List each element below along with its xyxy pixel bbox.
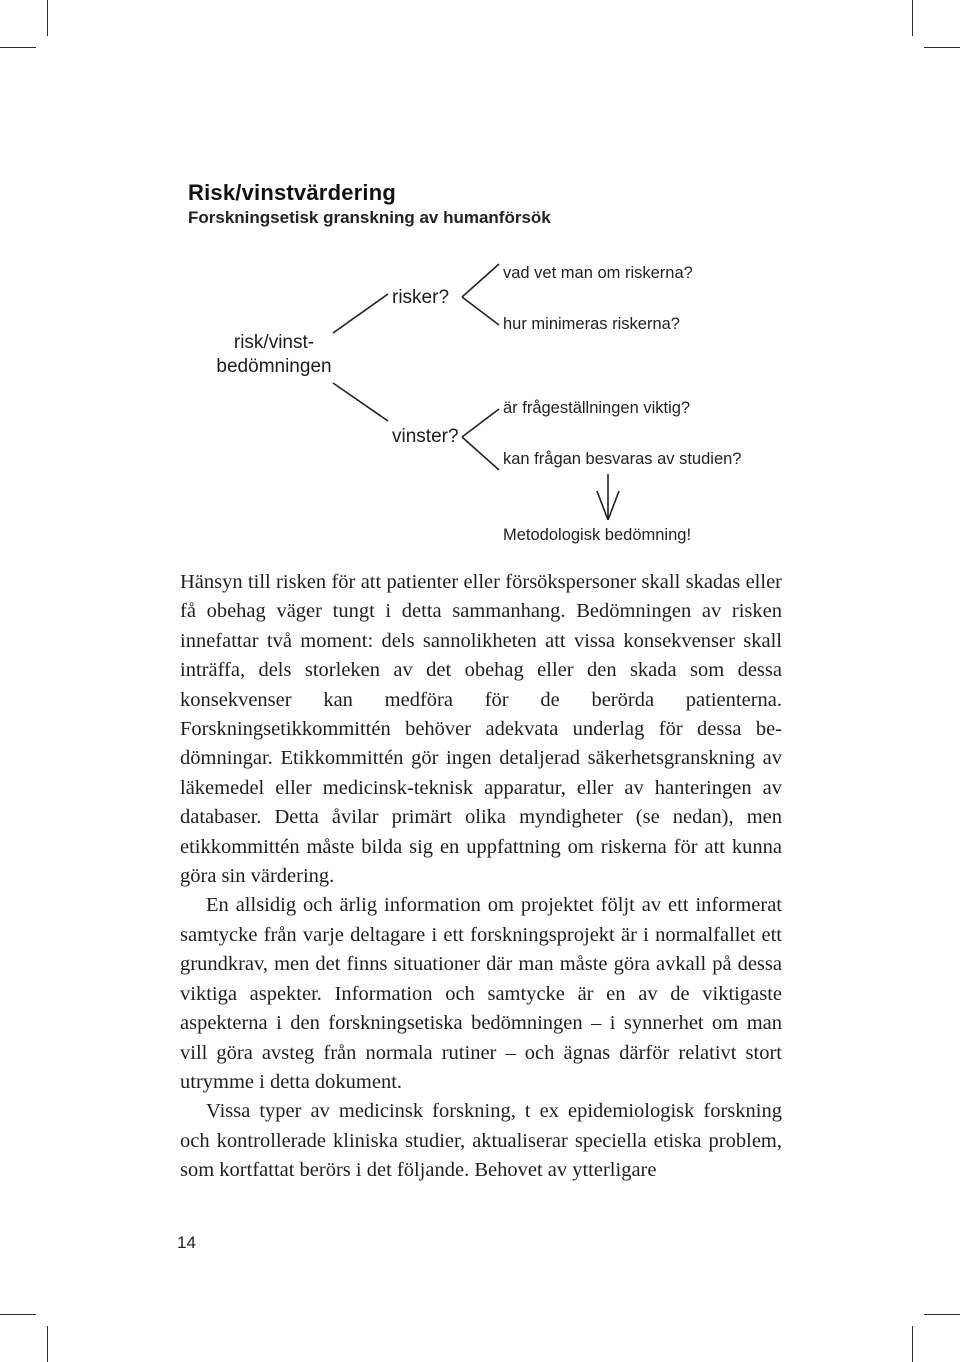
diagram-branch-gains: vinster? [392,426,459,447]
diagram-conclusion: Metodologisk bedömning! [503,526,692,544]
diagram-root-label [200,331,348,379]
paragraph-risk: Hänsyn till risken för att patienter eller försökspersoner skall skadas eller få obehag väger tungt i detta sammanhang. Bedömningen av risken innefattar två moment: dels sannolikheten att vissa konsekvenser skall inträffa, dels storleken av det obehag eller den skada som dessa konsekvenser kan medföra för de berörda patienterna. Forskningsetikkommittén behöver adekvata underlag för dessa bedömningar. Etikkommittén gör ingen detaljerad säkerhetsgranskning av läkemedel eller medicinsk-teknisk apparatur, eller av hanteringen av databaser. Detta åvilar primärt olika myndigheter (se nedan), men etikkommittén måste bilda sig en uppfattning om riskerna för att kunna göra sin värdering. [180,571,782,888]
diagram-root-line2: bedömningen [216,356,332,377]
crop-mark [47,1326,48,1362]
crop-mark [912,1326,913,1362]
paragraph-research-types: Vissa typer av medicinsk forskning, t ex epidemiologisk forskning och kontrollerade kliniska studier, aktualiserar speciella etiska problem, som kortfattat berörs i det följande. Behovet av ytterligare [180,1100,782,1182]
diagram-risk-question-2: hur minimeras riskerna? [503,315,680,333]
crop-mark [924,1314,960,1315]
section-subtitle: Forskningsetisk granskning av humanförsök [188,208,551,227]
diagram-branch-risks: risker? [392,287,450,308]
paragraph-information: En allsidig och ärlig information om projektet följt av ett informerat samtycke från varje deltagare i ett forskningsprojekt är i normalfallet ett grundkrav, men det finns situationer där man måste göra avkall på dessa viktiga aspekter. Information och samtycke är en av de viktigaste aspekterna i den forskningsetiska bedömningen – i synnerhet om man vill göra avsteg från normala rutiner – och ägnas därför relativt stort utrymme i detta dokument. [180,894,782,1093]
arrow-head-left [597,491,608,520]
diagram-gain-question-2: kan frågan besvaras av studien? [503,450,742,468]
diagram-root-line1: risk/vinst- [233,332,315,353]
connector-root-gains [333,383,388,421]
connector-gains-q1 [462,409,499,437]
diagram-lines [0,0,960,600]
diagram-risk-question-1: vad vet man om riskerna? [503,264,693,282]
arrow-head-right [608,491,619,520]
body-text [180,568,782,1186]
page-number: 14 [177,1233,196,1252]
connector-risks-q1 [462,264,499,297]
crop-mark [0,1314,36,1315]
connector-gains-q2 [462,437,499,470]
connector-root-risks [333,294,388,333]
diagram-gain-question-1: är frågeställningen viktig? [503,399,691,417]
connector-risks-q2 [462,297,499,325]
section-title: Risk/vinstvärdering [188,180,396,205]
